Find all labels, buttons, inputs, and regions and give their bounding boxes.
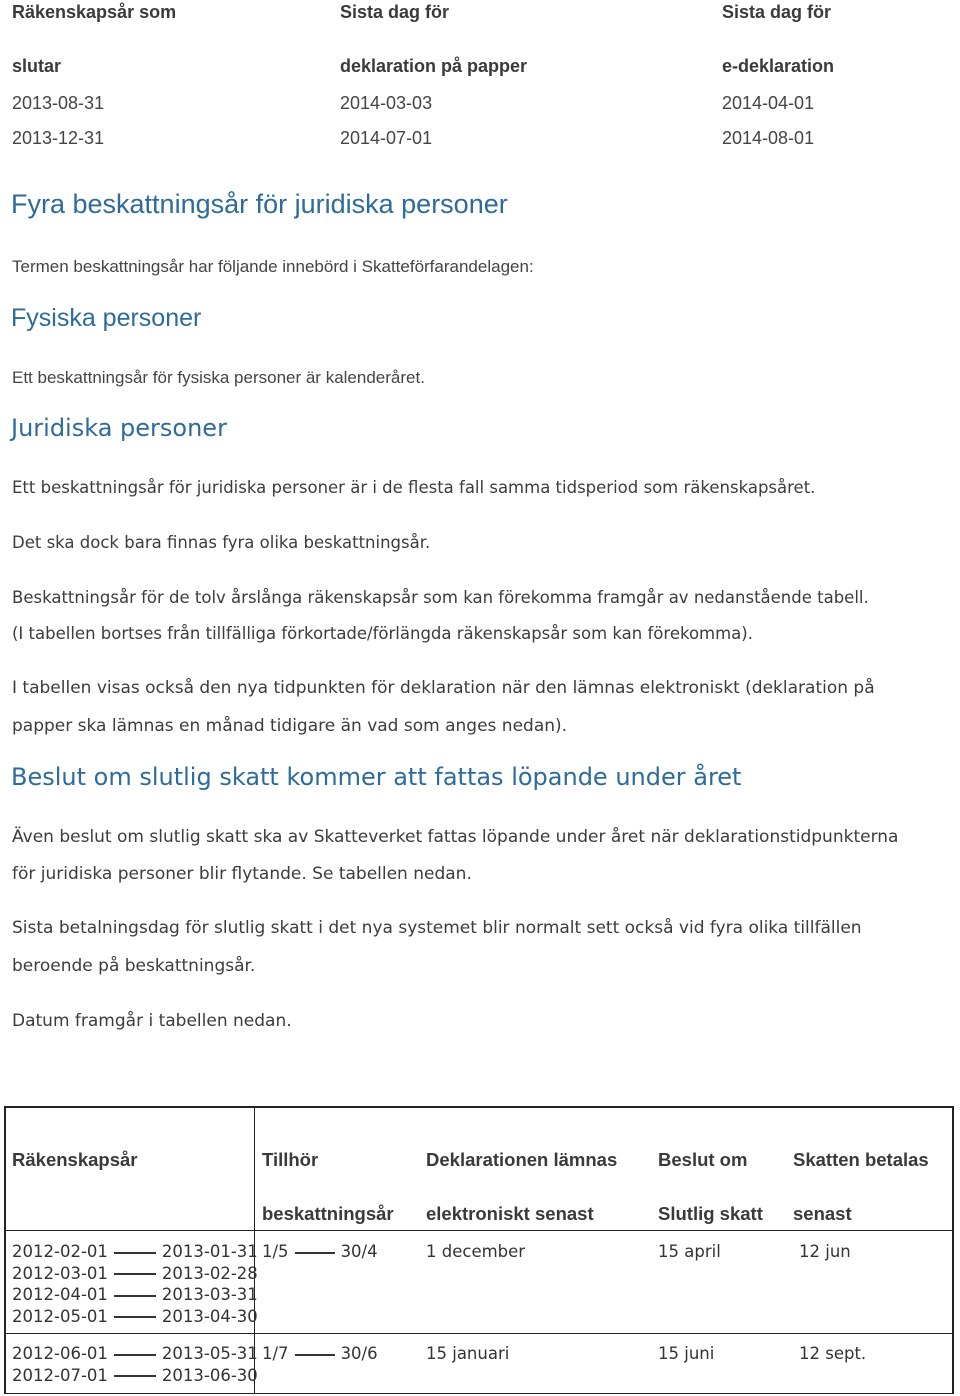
tax-year-cell (262, 1242, 378, 1261)
beslut-p2-line2: beroende på beskattningsår. (12, 956, 256, 976)
section-title-fyra: Fyra beskattningsår för juridiska personer (11, 189, 508, 219)
top-header-col1-line2: slutar (12, 56, 62, 76)
period-from: 2012-02-01 (12, 1242, 108, 1261)
juridiska-p1: Ett beskattningsår för juridiska personer är i de flesta fall samma tidsperiod som räkenskapsåret. (12, 478, 816, 497)
section-title-fysiska: Fysiska personer (11, 304, 202, 332)
dash (114, 1273, 156, 1275)
dash (295, 1252, 335, 1254)
period-from: 2012-05-01 (12, 1306, 108, 1326)
table-border-left (4, 1106, 6, 1394)
top-cell: 2013-12-31 (12, 128, 105, 148)
period-to: 2013-03-31 (161, 1285, 258, 1304)
beslut-p1-line2: för juridiska personer blir flytande. Se tabellen nedan. (12, 864, 472, 884)
decision-cell: 15 juni (658, 1344, 715, 1363)
tax-year-from: 1/7 (262, 1344, 289, 1363)
juridiska-p5-line2: papper ska lämnas en månad tidigare än vad som anges nedan). (12, 716, 568, 736)
header-beskattningsar: beskattningsår (262, 1203, 394, 1224)
table-border-row (4, 1333, 954, 1334)
top-header-col2-line2: deklaration på papper (340, 56, 528, 76)
table-border-header (4, 1230, 954, 1231)
header-senast: senast (793, 1203, 852, 1224)
period-line (12, 1264, 258, 1286)
top-header-col1-line1: Räkenskapsår som (12, 2, 177, 22)
tax-year-from: 1/5 (262, 1242, 289, 1261)
period-line (12, 1307, 258, 1329)
payment-cell: 12 jun (799, 1242, 851, 1261)
period-from: 2012-06-01 (12, 1344, 108, 1363)
header-deklarationen: Deklarationen lämnas (426, 1149, 618, 1170)
declaration-cell: 1 december (426, 1242, 526, 1261)
period-to: 2013-05-31 (161, 1344, 258, 1363)
top-cell: 2014-03-03 (340, 93, 433, 113)
period-to: 2013-04-30 (161, 1306, 258, 1326)
dash (114, 1295, 156, 1297)
dash (114, 1375, 156, 1377)
intro-text: Termen beskattningsår har följande innebörd i Skatteförfarandelagen: (12, 257, 534, 276)
top-header-col3-line1: Sista dag för (722, 2, 832, 22)
juridiska-p2: Det ska dock bara finnas fyra olika beskattningsår. (12, 533, 431, 552)
period-line (12, 1285, 258, 1307)
juridiska-p5-line1: I tabellen visas också den nya tidpunkten för deklaration när den lämnas elektroniskt (deklaration på (12, 678, 875, 698)
section-title-juridiska: Juridiska personer (11, 414, 227, 442)
dash (295, 1354, 335, 1356)
header-rakenskapsar: Räkenskapsår (12, 1149, 138, 1170)
dash (114, 1316, 156, 1318)
header-skatten-betalas: Skatten betalas (793, 1149, 929, 1170)
period-to: 2013-02-28 (161, 1263, 258, 1283)
dash (114, 1252, 156, 1254)
top-cell: 2014-07-01 (340, 128, 433, 148)
main-table (4, 1106, 954, 1394)
tax-year-to: 30/6 (340, 1344, 378, 1363)
table-border-right (952, 1106, 954, 1394)
fysiska-text: Ett beskattningsår för fysiska personer är kalenderåret. (12, 368, 425, 387)
payment-cell: 12 sept. (799, 1344, 867, 1363)
top-cell: 2014-08-01 (722, 128, 815, 148)
top-cell: 2013-08-31 (12, 93, 105, 113)
period-line (12, 1366, 258, 1388)
period-to: 2013-01-31 (161, 1242, 258, 1261)
beslut-p3: Datum framgår i tabellen nedan. (12, 1011, 292, 1031)
top-header-col3-line2: e-deklaration (722, 56, 835, 76)
table-border-top (4, 1106, 954, 1108)
header-slutlig-skatt: Slutlig skatt (658, 1203, 763, 1224)
decision-cell: 15 april (658, 1242, 721, 1261)
period-from: 2012-03-01 (12, 1263, 108, 1283)
header-beslut-om: Beslut om (658, 1149, 748, 1170)
tax-year-to: 30/4 (340, 1242, 378, 1261)
period-from: 2012-04-01 (12, 1285, 108, 1304)
section-title-beslut: Beslut om slutlig skatt kommer att fattas löpande under året (11, 763, 742, 791)
top-header-col2-line1: Sista dag för (340, 2, 450, 22)
juridiska-p3: Beskattningsår för de tolv årslånga räkenskapsår som kan förekomma framgår av nedanstående tabell. (12, 588, 869, 607)
period-from: 2012-07-01 (12, 1365, 108, 1385)
beslut-p1-line1: Även beslut om slutlig skatt ska av Skatteverket fattas löpande under året när deklarationstidpunkterna (12, 827, 899, 847)
tax-year-cell (262, 1344, 378, 1363)
period-line (12, 1344, 258, 1366)
period-cell (12, 1242, 258, 1328)
declaration-cell: 15 januari (426, 1344, 510, 1363)
dash (114, 1354, 156, 1356)
table-border-bottom (4, 1393, 954, 1394)
juridiska-p4: (I tabellen bortses från tillfälliga förkortade/förlängda räkenskapsår som kan förekomma). (12, 624, 753, 643)
top-cell: 2014-04-01 (722, 93, 815, 113)
period-to: 2013-06-30 (161, 1365, 258, 1385)
header-tillhor: Tillhör (262, 1149, 319, 1170)
beslut-p2-line1: Sista betalningsdag för slutlig skatt i det nya systemet blir normalt sett också vid fyra olika tillfällen (12, 918, 862, 938)
period-cell (12, 1344, 258, 1387)
period-line (12, 1242, 258, 1264)
header-elektroniskt: elektroniskt senast (426, 1203, 594, 1224)
